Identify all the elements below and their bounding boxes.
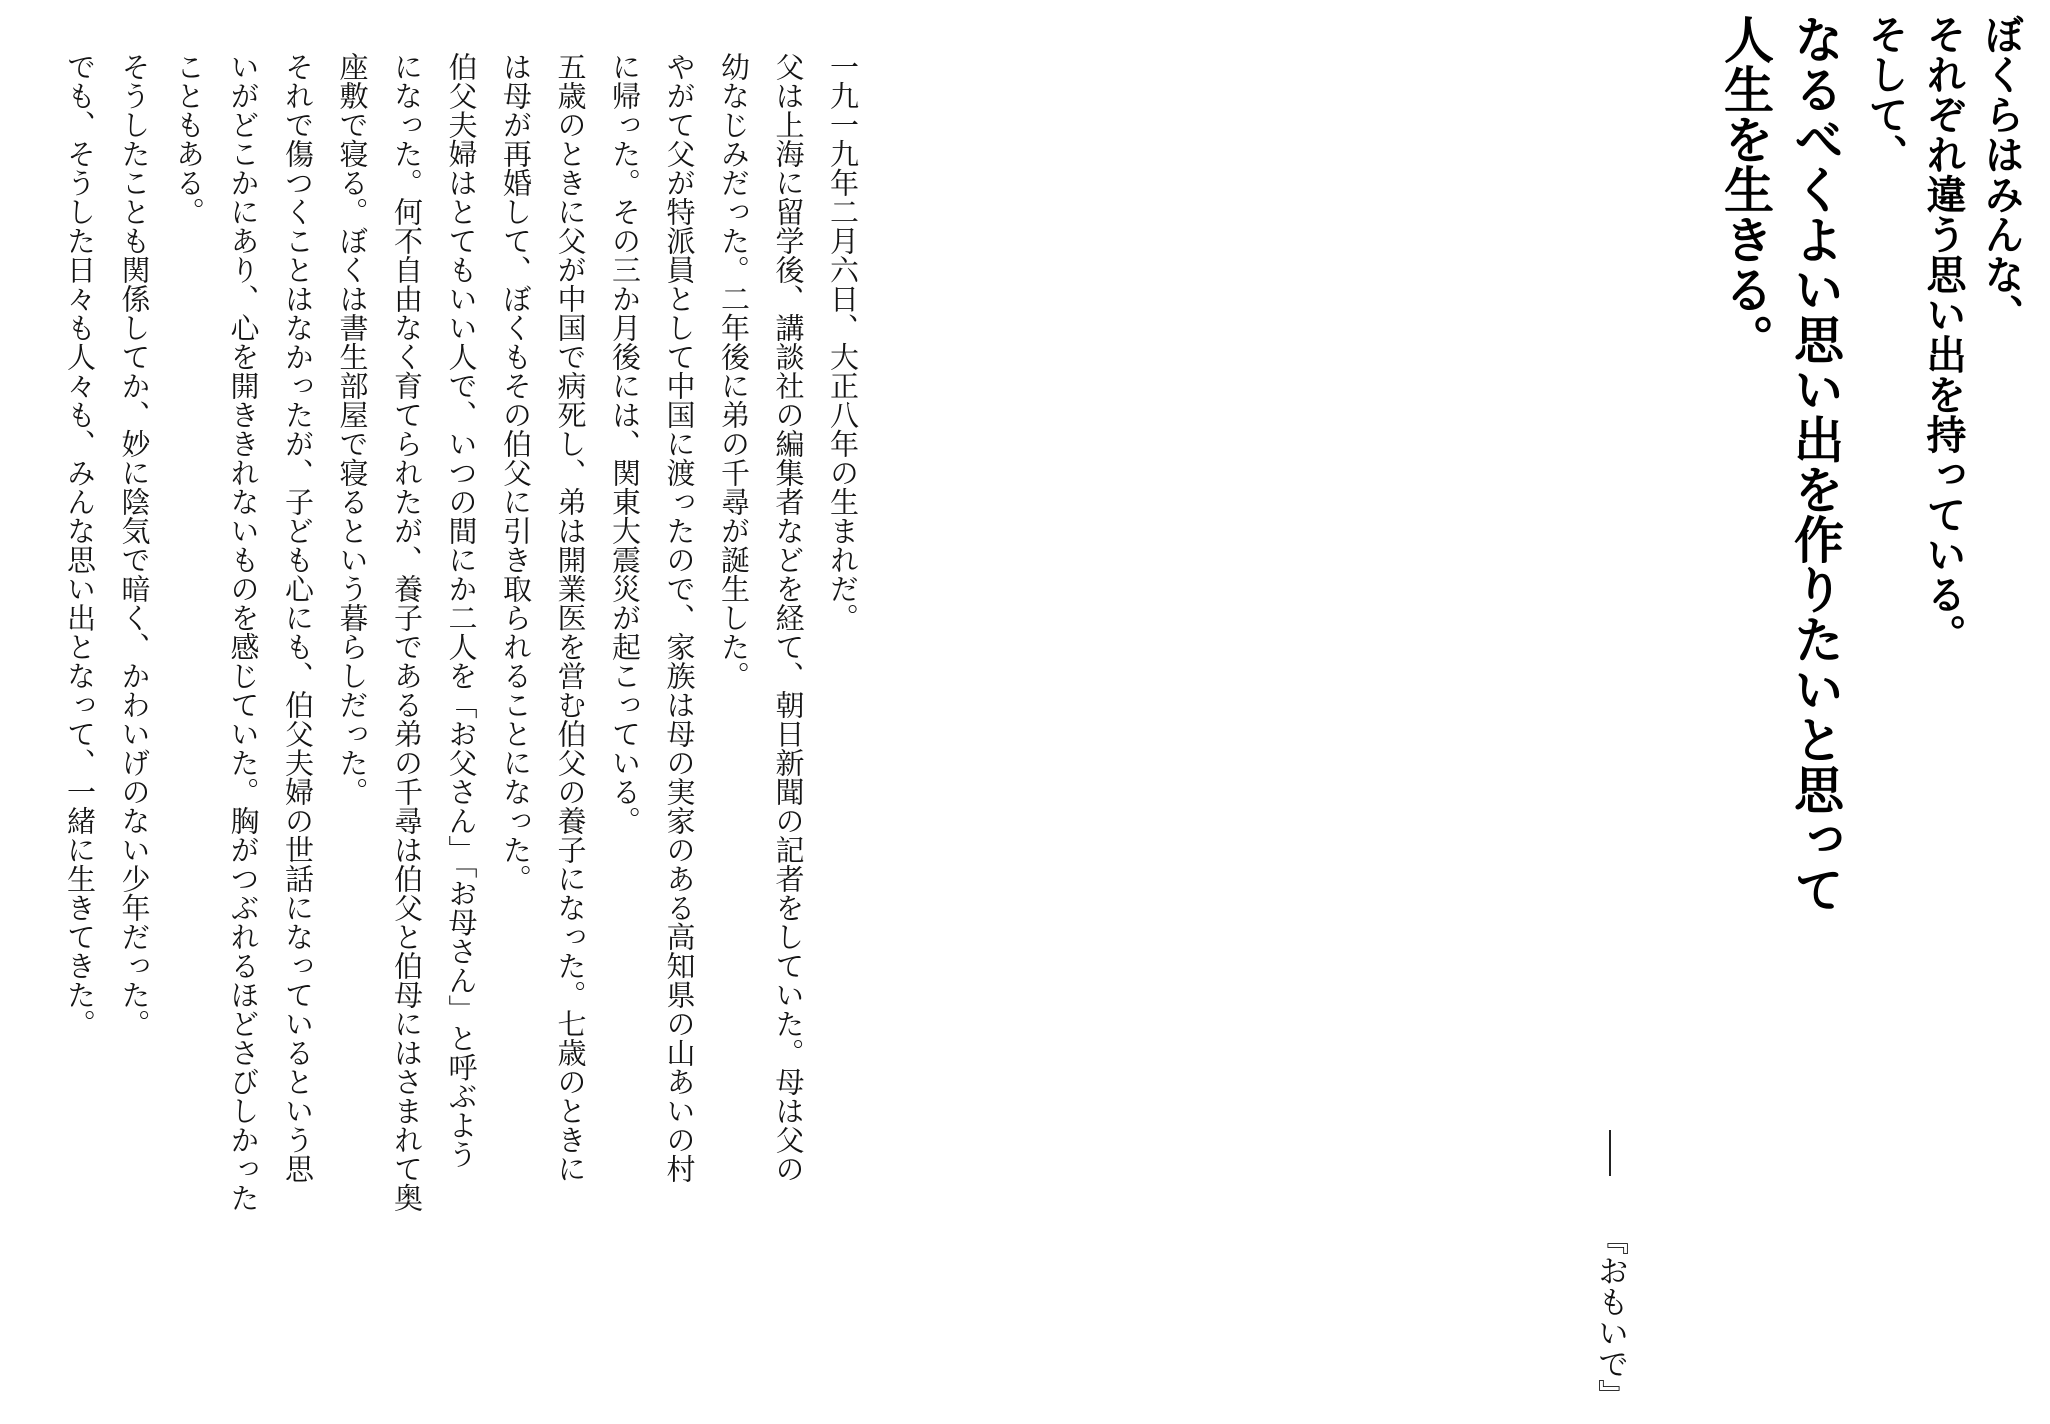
body-text	[53, 52, 871, 1422]
headline-line-1: ぼくらはみんな、	[1978, 14, 2024, 334]
headline-line-4: なるべくよい思い出を作りたいと思って	[1786, 14, 1844, 914]
credit-dash	[1609, 1130, 1611, 1176]
body-line: でも、そうした日々も人々も、みんな思い出となって、一緒に生きてきた。	[63, 52, 97, 1038]
body-line: それで傷つくことはなかったが、子ども心にも、伯父夫婦の世話になっているという思	[281, 52, 315, 1183]
body-line: やがて父が特派員として中国に渡ったので、家族は母の実家のある高知県の山あいの村	[662, 52, 697, 1183]
credit-source	[1588, 1222, 1632, 1410]
body-line: そうしたことも関係してか、妙に陰気で暗く、かわいげのない少年だった。	[117, 52, 152, 1038]
body-line: 幼なじみだった。二年後に弟の千尋が誕生した。	[717, 52, 751, 690]
credit-title: 『おもいで』	[1592, 1224, 1628, 1410]
body-line: は母が再婚して、ぼくもその伯父に引き取られることになった。	[499, 52, 533, 893]
body-line: 五歳のときに父が中国で病死し、弟は開業医を営む伯父の養子になった。七歳のときに	[553, 52, 588, 1183]
body-line: こともある。	[172, 52, 206, 226]
headline-line-5: 人生を生きる。	[1716, 14, 1774, 364]
body-line: 一九一九年二月六日、大正八年の生まれだ。	[826, 52, 860, 632]
headline	[1710, 14, 2030, 1114]
body-line: に帰った。その三か月後には、関東大震災が起こっている。	[608, 52, 642, 835]
body-line: いがどこかにあり、心を開ききれないものを感じていた。胸がつぶれるほどさびしかった	[226, 52, 261, 1212]
body-line: になった。何不自由なく育てられたが、養子である弟の千尋は伯父と伯母にはさまれて奥	[390, 52, 424, 1212]
body-line: 父は上海に留学後、講談社の編集者などを経て、朝日新聞の記者をしていた。母は父の	[771, 52, 806, 1183]
body-line: 座敷で寝る。ぼくは書生部屋で寝るという暮らしだった。	[335, 52, 370, 806]
body-line: 伯父夫婦はとてもいい人で、いつの間にか二人を「お父さん」「お母さん」と呼ぶよう	[444, 52, 479, 1169]
headline-line-3: そして、	[1862, 14, 1908, 174]
headline-line-2: それぞれ違う思い出を持っている。	[1920, 14, 1966, 654]
